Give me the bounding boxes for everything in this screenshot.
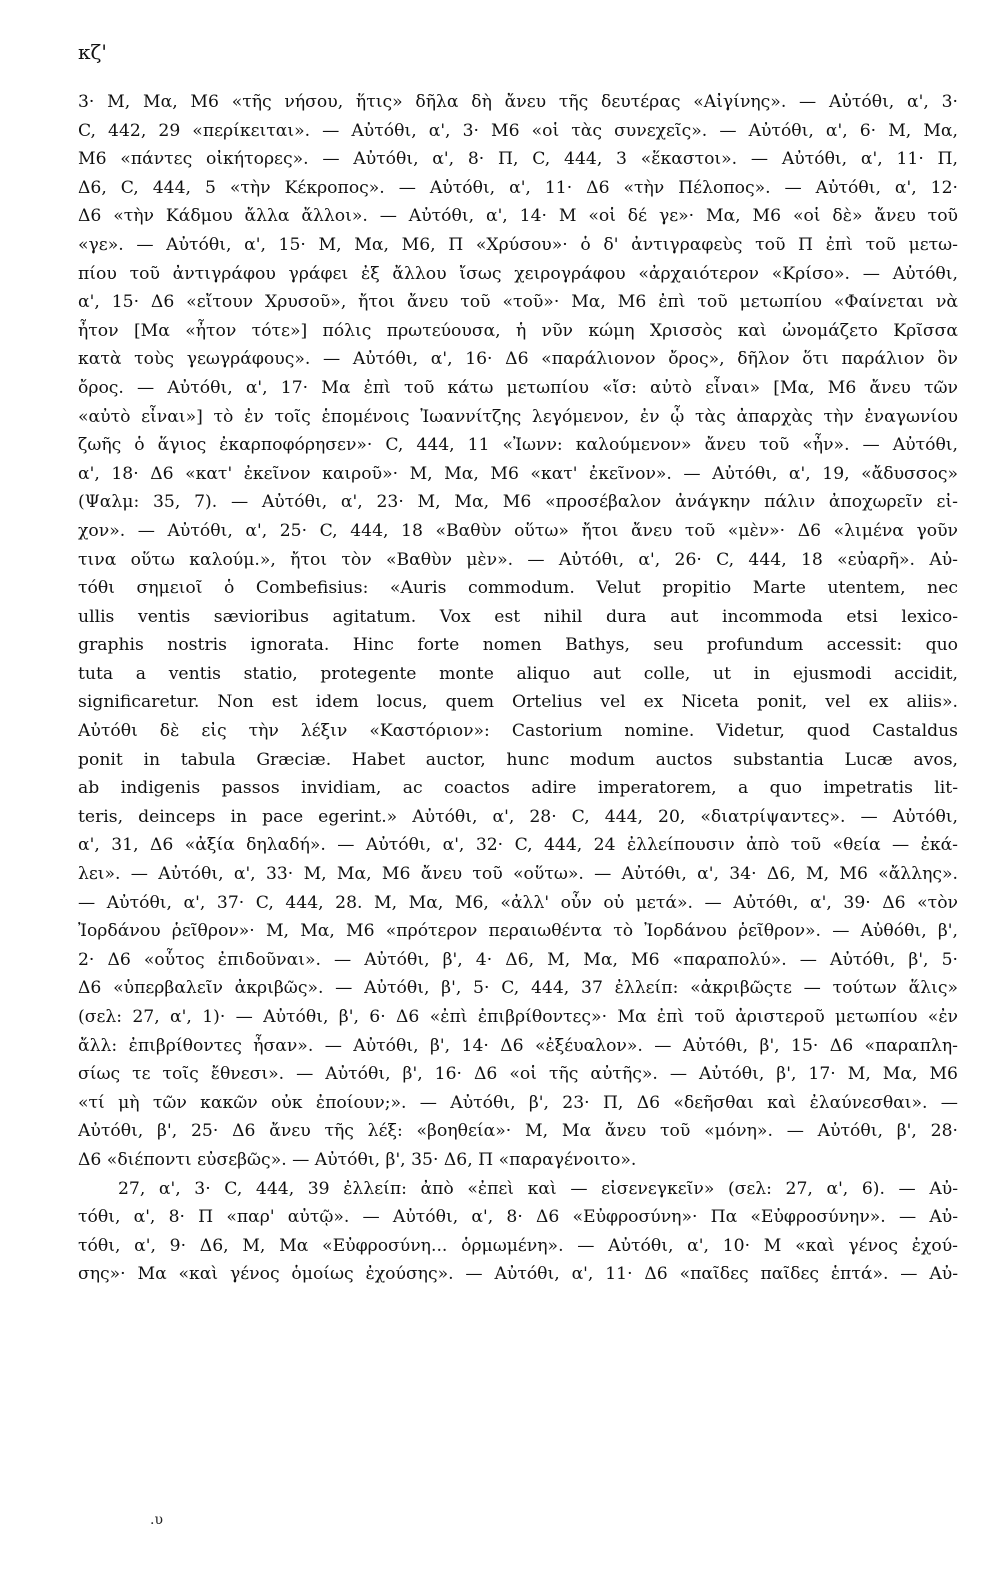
corner-mark: κζ' bbox=[78, 40, 107, 64]
text-line-2: C, 442, 29 «περίκειται». — Αὐτόθι, α', 3· Μ6 «οἱ τὰς συνεχεῖς». — Αὐτόθι, α', 6· Μ, Μα, bbox=[78, 120, 958, 141]
text-line-37: Αὐτόθι, β', 25· Δ6 ἄνευ τῆς λέξ: «βοηθεία»· Μ, Μα ἄνευ τοῦ «μόνη». — Αὐτόθι, β', 28· bbox=[78, 1121, 958, 1142]
text-line-22: significaretur. Non est idem locus, quem Ortelius vel ex Niceta ponit, vel ex aliis». bbox=[78, 692, 958, 713]
text-line-39: 27, α', 3· C, 444, 39 ἐλλείπ: ἀπὸ «ἐπεὶ καὶ — εἰσενεγκεῖν» (σελ: 27, α', 6). — Αὐ- bbox=[118, 1178, 958, 1199]
text-line-14: α', 18· Δ6 «κατ' ἐκεῖνον καιροῦ»· Μ, Μα, Μ6 «κατ' ἐκεῖνον». — Αὐτόθι, α', 19, «ἄδυσσος» bbox=[78, 463, 958, 484]
text-line-19: ullis ventis sævioribus agitatum. Vox est nihil dura aut incommoda etsi lexico- bbox=[78, 606, 958, 627]
text-line-42: σης»· Μα «καὶ γένος ὁμοίως ἐχούσης». — Αὐτόθι, α', 11· Δ6 «παῖδες παῖδες ἑπτά». — Αὐ- bbox=[78, 1264, 958, 1285]
text-line-13: ζωῆς ὁ ἅγιος ἐκαρποφόρησεν»· C, 444, 11 «Ἰωνν: καλούμενον» ἄνευ τοῦ «ἦν». — Αὐτόθι, bbox=[78, 435, 958, 456]
text-line-4: Δ6, C, 444, 5 «τὴν Κέκροπος». — Αὐτόθι, α', 11· Δ6 «τὴν Πέλοπος». — Αὐτόθι, α', 12· bbox=[78, 177, 958, 198]
text-line-27: α', 31, Δ6 «ἀξία δηλαδή». — Αὐτόθι, α', 32· C, 444, 24 ἐλλείπουσιν ἀπὸ τοῦ «θεία — ἐκά- bbox=[78, 835, 958, 856]
footer-mark: .υ bbox=[150, 1512, 163, 1528]
text-line-26: teris, deinceps in pace egerint.» Αὐτόθι, α', 28· C, 444, 20, «διατρίψαντες». — Αὐτόθι, bbox=[78, 806, 958, 827]
text-line-28: λει». — Αὐτόθι, α', 33· Μ, Μα, Μ6 ἄνευ τοῦ «οὕτω». — Αὐτόθι, α', 34· Δ6, Μ, Μ6 «ἄλλης». bbox=[78, 864, 958, 885]
text-line-34: ἄλλ: ἐπιβρίθοντες ἦσαν». — Αὐτόθι, β', 14· Δ6 «ἐξέυαλον». — Αὐτόθι, β', 15· Δ6 «παραπλη- bbox=[78, 1035, 958, 1056]
text-line-10: κατὰ τοὺς γεωγράφους». — Αὐτόθι, α', 16· Δ6 «παράλιονον ὄρος», δῆλον ὅτι παράλιον ὂν bbox=[78, 349, 958, 370]
text-line-5: Δ6 «τὴν Κάδμου ἄλλα ἄλλοι». — Αὐτόθι, α', 14· Μ «οἱ δέ γε»· Μα, Μ6 «οἱ δὲ» ἄνευ τοῦ bbox=[78, 206, 958, 227]
text-line-35: σίως τε τοῖς ἔθνεσι». — Αὐτόθι, β', 16· Δ6 «οἱ τῆς αὐτῆς». — Αὐτόθι, β', 17· Μ, Μα, Μ6 bbox=[78, 1064, 958, 1085]
text-line-23: Αὐτόθι δὲ εἰς τὴν λέξιν «Καστόριον»: Castorium nomine. Videtur, quod Castaldus bbox=[78, 721, 958, 742]
text-line-31: 2· Δ6 «οὗτος ἐπιδοῦναι». — Αὐτόθι, β', 4· Δ6, Μ, Μα, Μ6 «παραπολύ». — Αὐτόθι, β', 5· bbox=[78, 949, 958, 970]
text-line-40: τόθι, α', 8· Π «παρ' αὐτῷ». — Αὐτόθι, α', 8· Δ6 «Εὐφροσύνη»· Πα «Εὐφροσύνην». — Αὐ- bbox=[78, 1207, 958, 1228]
text-line-24: ponit in tabula Græciæ. Habet auctor, hunc modum auctos substantia Lucæ avos, bbox=[78, 749, 958, 770]
text-line-29: — Αὐτόθι, α', 37· C, 444, 28. Μ, Μα, Μ6, «ἀλλ' οὖν οὐ μετά». — Αὐτόθι, α', 39· Δ6 «τὸν bbox=[78, 892, 958, 913]
text-line-32: Δ6 «ὑπερβαλεῖν ἀκριβῶς». — Αὐτόθι, β', 5· C, 444, 37 ἐλλείπ: «ἀκριβῶςτε — τούτων ἅλις» bbox=[78, 978, 958, 999]
text-line-38: Δ6 «διέποντι εὐσεβῶς». — Αὐτόθι, β', 35· Δ6, Π «παραγένοιτο». bbox=[78, 1149, 637, 1170]
text-line-25: ab indigenis passos invidiam, ac coactos adire imperatorem, a quo impetratis lit- bbox=[78, 778, 958, 799]
text-line-15: (Ψαλμ: 35, 7). — Αὐτόθι, α', 23· Μ, Μα, Μ6 «προσέβαλον ἀνάγκην πάλιν ἀποχωρεῖν εἰ- bbox=[78, 492, 958, 513]
text-line-17: τινα οὕτω καλούμ.», ἤτοι τὸν «Βαθὺν μὲν». — Αὐτόθι, α', 26· C, 444, 18 «εὐαρῆ». Αὐ- bbox=[78, 549, 958, 570]
text-line-3: Μ6 «πάντες οἰκήτορες». — Αὐτόθι, α', 8· Π, C, 444, 3 «ἕκαστοι». — Αὐτόθι, α', 11· Π, bbox=[78, 149, 958, 170]
text-line-30: Ἰορδάνου ῥεῖθρον»· Μ, Μα, Μ6 «πρότερον περαιωθέντα τὸ Ἰορδάνου ῥεῖθρον». — Αὐθόθι, β', bbox=[78, 921, 958, 942]
text-line-21: tuta a ventis statio, protegente monte aliquo aut colle, ut in ejusmodi accidit, bbox=[78, 663, 958, 684]
text-line-1: 3· Μ, Μα, Μ6 «τῆς νήσου, ἥτις» δῆλα δὴ ἄνευ τῆς δευτέρας «Αἰγίνης». — Αὐτόθι, α', 3· bbox=[78, 92, 958, 112]
text-line-7: πίου τοῦ ἀντιγράφου γράφει ἐξ ἄλλου ἴσως χειρογράφου «ἀρχαιότερον «Κρίσο». — Αὐτόθι, bbox=[78, 263, 958, 284]
text-line-33: (σελ: 27, α', 1)· — Αὐτόθι, β', 6· Δ6 «ἐπὶ ἐπιβρίθοντες»· Μα ἐπὶ τοῦ ἀριστεροῦ μετωπίου «ἐν bbox=[78, 1007, 958, 1027]
text-line-18: τόθι σημειοῖ ὁ Combefisius: «Auris commodum. Velut propitio Marte utentem, nec bbox=[78, 578, 958, 599]
text-line-16: χον». — Αὐτόθι, α', 25· C, 444, 18 «Βαθὺν οὕτω» ἤτοι ἄνευ τοῦ «μὲν»· Δ6 «λιμένα γοῦν bbox=[78, 520, 958, 541]
main-text-block bbox=[78, 88, 958, 1289]
text-line-41: τόθι, α', 9· Δ6, Μ, Μα «Εὐφροσύνη... ὁρμωμένη». — Αὐτόθι, α', 10· Μ «καὶ γένος ἐχού- bbox=[78, 1235, 958, 1256]
text-line-8: α', 15· Δ6 «εἴτουν Χρυσοῦ», ἤτοι ἄνευ τοῦ «τοῦ»· Μα, Μ6 ἐπὶ τοῦ μετωπίου «Φαίνεται νὰ bbox=[78, 292, 958, 313]
text-line-6: «γε». — Αὐτόθι, α', 15· Μ, Μα, Μ6, Π «Χρύσου»· ὁ δ' ἀντιγραφεὺς τοῦ Π ἐπὶ τοῦ μετω- bbox=[78, 234, 958, 255]
text-line-20: graphis nostris ignorata. Hinc forte nomen Bathys, seu profundum accessit: quo bbox=[78, 635, 958, 656]
text-line-11: ὄρος. — Αὐτόθι, α', 17· Μα ἐπὶ τοῦ κάτω μετωπίου «ἴσ: αὐτὸ εἶναι» [Μα, Μ6 ἄνευ τῶν bbox=[78, 377, 958, 398]
text-line-9: ἦτον [Μα «ἦτον τότε»] πόλις πρωτεύουσα, ἡ νῦν κώμη Χρισσὸς καὶ ὠνομάζετο Κρῖσσα bbox=[78, 320, 958, 341]
text-line-36: «τί μὴ τῶν κακῶν οὐκ ἐποίουν;». — Αὐτόθι, β', 23· Π, Δ6 «δεῆσθαι καὶ ἐλαύνεσθαι». — bbox=[78, 1092, 958, 1113]
text-line-12: «αὐτὸ εἶναι»] τὸ ἐν τοῖς ἑπομένοις Ἰωαννίτζης λεγόμενον, ἐν ᾧ τὰς ἀπαρχὰς τὴν ἐναγωνίου bbox=[78, 406, 958, 427]
